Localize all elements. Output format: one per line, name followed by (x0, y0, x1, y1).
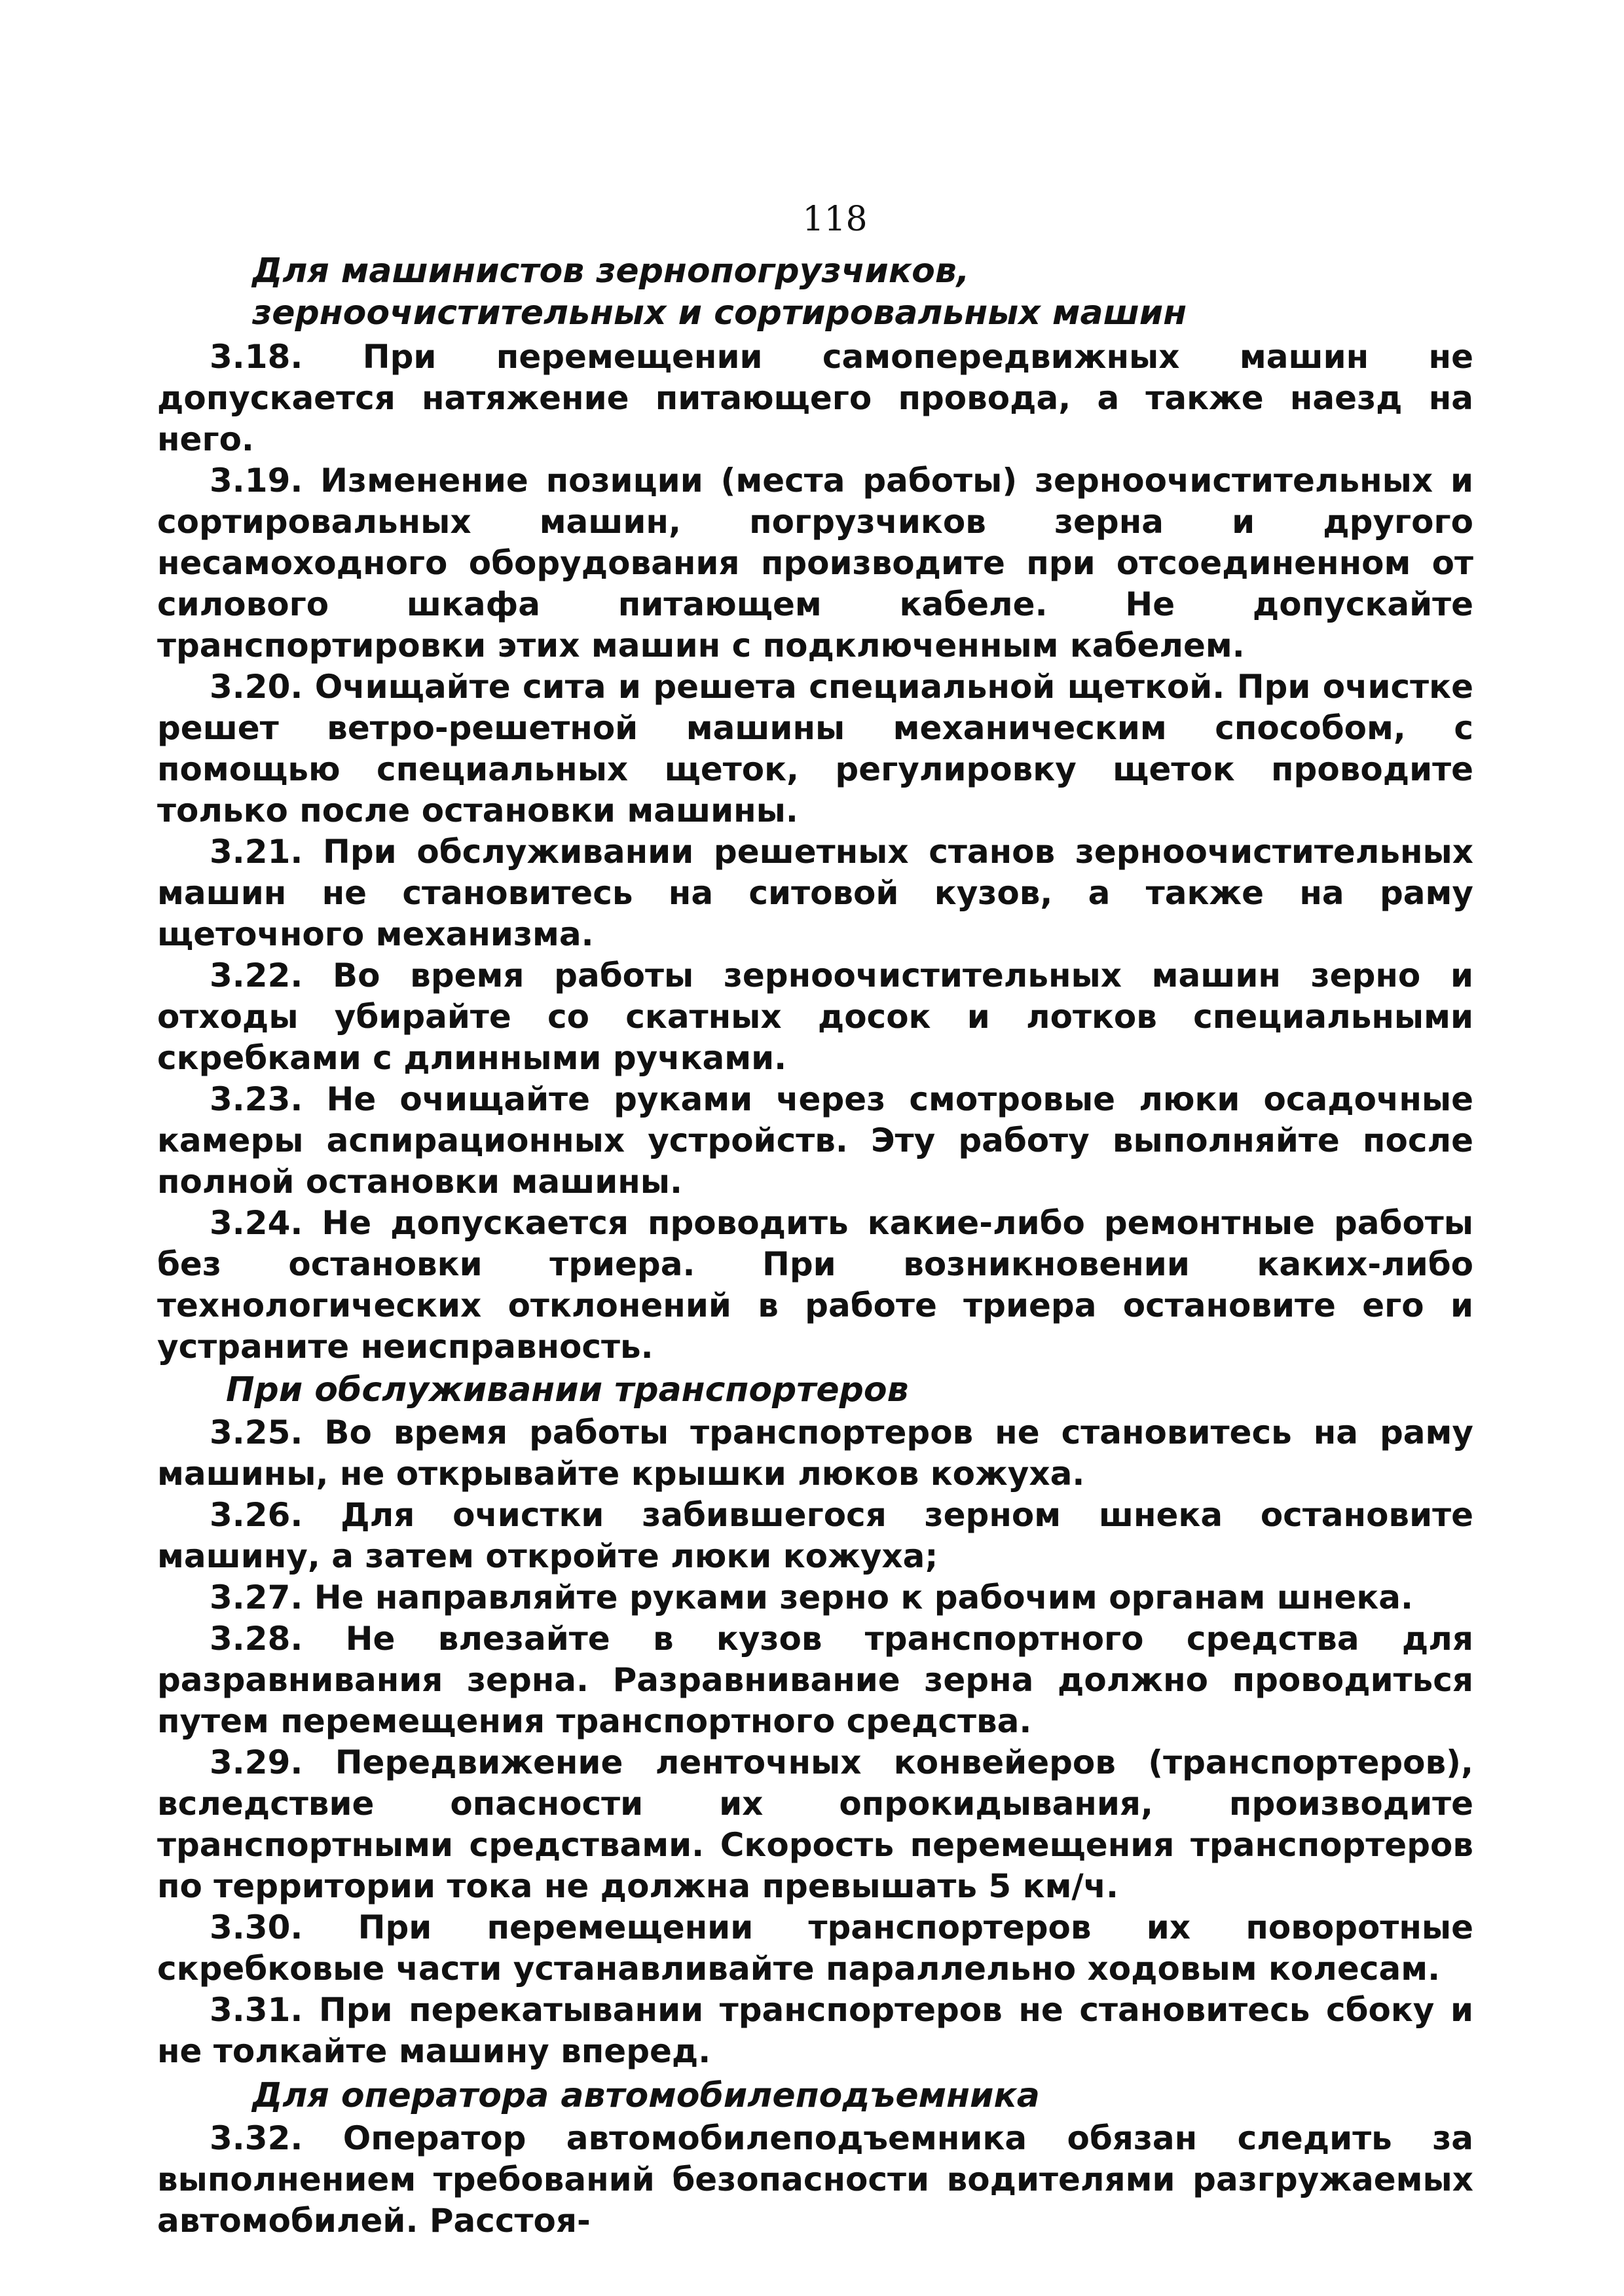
paragraph-3-32: 3.32. Оператор автомобилеподъемника обязан следить за выполнением требований безопасности водителями разгружаемых автомобилей. Расстоя- (157, 2119, 1473, 2240)
section-heading-lift-operator: Для оператора автомобилеподъемника (252, 2076, 1040, 2115)
page-number: 118 (802, 200, 868, 239)
paragraph-3-19: 3.19. Изменение позиции (места работы) зерноочистительных и сортировальных машин, погрузчиков зерна и другого несамоходного оборудования производите при отсоединенном от силового шкафа питающем кабеле. Не допускайте транспортировки этих машин с подключенным кабелем. (157, 462, 1473, 665)
paragraph-3-25: 3.25. Во время работы транспортеров не становитесь на раму машины, не открывайте крышки люков кожуха. (157, 1413, 1473, 1493)
paragraph-3-22: 3.22. Во время работы зерноочистительных машин зерно и отходы убирайте со скатных досок и лотков специальными скребками с длинными ручками. (157, 957, 1473, 1077)
paragraph-3-30: 3.30. При перемещении транспортеров их поворотные скребковые части устанавливайте параллельно ходовым колесам. (157, 1908, 1473, 1988)
paragraph-3-20: 3.20. Очищайте сита и решета специальной щеткой. При очистке решет ветро-решетной машины механическим способом, с помощью специальных щеток, регулировку щеток проводите только после остановки машины. (157, 668, 1473, 829)
section-heading-conveyors: При обслуживании транспортеров (226, 1370, 909, 1410)
paragraph-3-26: 3.26. Для очистки забившегося зерном шнека остановите машину, а затем откройте люки кожуха; (157, 1496, 1473, 1575)
paragraph-3-23: 3.23. Не очищайте руками через смотровые люки осадочные камеры аспирационных устройств. Эту работу выполняйте после полной остановки машины. (157, 1080, 1473, 1201)
paragraph-3-27: 3.27. Не направляйте руками зерно к рабочим органам шнека. (210, 1578, 1413, 1616)
paragraph-3-28: 3.28. Не влезайте в кузов транспортного средства для разравнивания зерна. Разравнивание зерна должно проводиться путем перемещения транспортного средства. (157, 1620, 1473, 1740)
document-page (157, 196, 1473, 2242)
paragraph-3-24: 3.24. Не допускается проводить какие-либо ремонтные работы без остановки триера. При возникновении каких-либо технологических отклонений в работе триера остановите его и устраните неисправность. (157, 1204, 1473, 1366)
paragraph-3-31: 3.31. При перекатывании транспортеров не становитесь сбоку и не толкайте машину вперед. (157, 1991, 1473, 2070)
section-heading-machinists: Для машинистов зернопогрузчиков, зерноочистительных и сортировальных машин (252, 251, 1187, 333)
paragraph-3-21: 3.21. При обслуживании решетных станов зерноочистительных машин не становитесь на ситовой кузов, а также на раму щеточного механизма. (157, 833, 1473, 953)
paragraph-3-18: 3.18. При перемещении самопередвижных машин не допускается натяжение питающего провода, а также наезд на него. (157, 338, 1473, 458)
paragraph-3-29: 3.29. Передвижение ленточных конвейеров (транспортеров), вследствие опасности их опрокидывания, производите транспортными средствами. Скорость перемещения транспортеров по территории тока не должна превышать 5 км/ч. (157, 1743, 1473, 1905)
